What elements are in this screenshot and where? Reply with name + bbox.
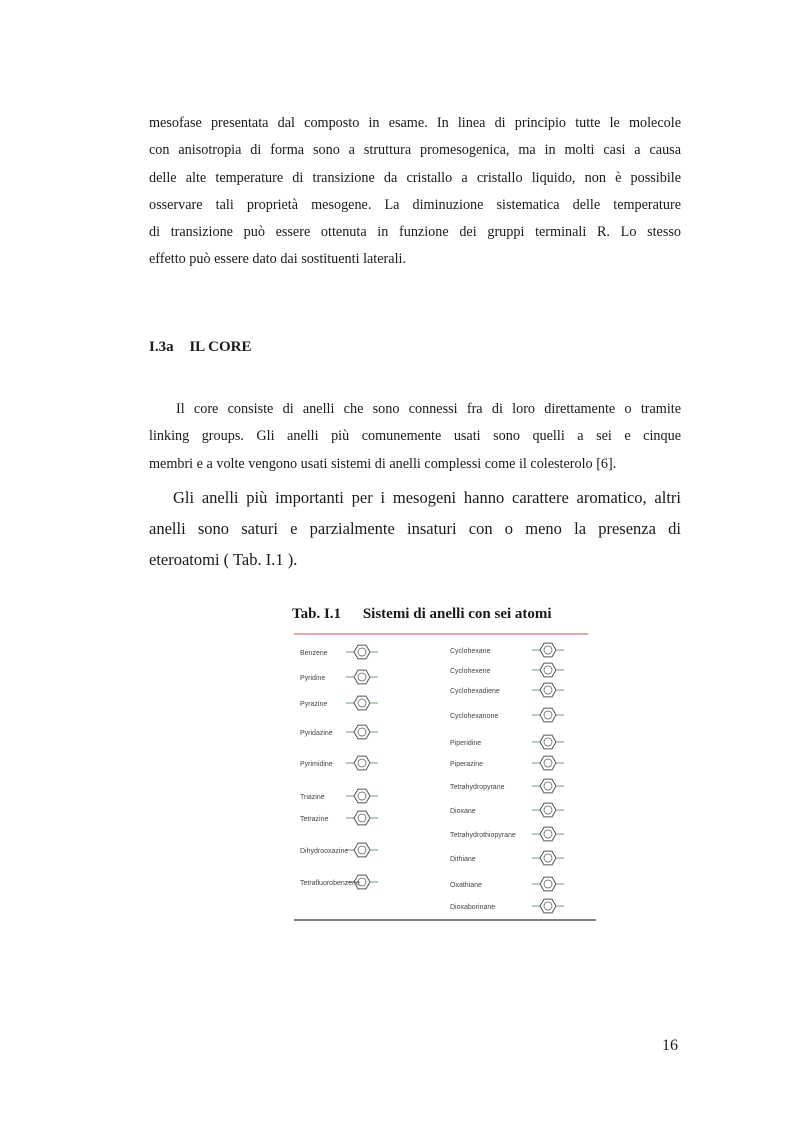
ring-inner (544, 759, 552, 767)
ring-label: Piperazine (450, 761, 484, 768)
table-title: Sistemi di anelli con sei atomi (362, 606, 552, 622)
ring-icon (354, 645, 370, 659)
ring-inner (544, 854, 552, 862)
text-line: eteroatomi ( Tab. I.1 ). (149, 550, 298, 569)
ring-inner (358, 648, 366, 656)
ring-label: Pyrazine (300, 701, 328, 708)
ring-icon (354, 811, 370, 825)
ring-icon (540, 708, 556, 722)
ring-label: Tetrafluorobenzene (300, 880, 360, 887)
ring-label: Tetrahydrothiopyrane (450, 832, 516, 839)
ring-icon (354, 725, 370, 739)
ring-label: Cyclohexane (450, 648, 491, 655)
left-column (300, 645, 378, 889)
ring-entry (450, 899, 564, 913)
ring-inner (358, 792, 366, 800)
ring-icon (540, 683, 556, 697)
ring-entry (300, 789, 378, 803)
ring-label: Cyclohexadiene (450, 688, 500, 695)
ring-inner (358, 728, 366, 736)
ring-label: Benzene (300, 650, 328, 657)
ring-icon (540, 779, 556, 793)
ring-icon (540, 899, 556, 913)
ring-label: Triazine (300, 794, 325, 801)
ring-entry (300, 875, 378, 889)
ring-icon (354, 756, 370, 770)
ring-entry (450, 827, 564, 841)
ring-entry (450, 877, 564, 891)
ring-inner (544, 902, 552, 910)
ring-icon (354, 843, 370, 857)
ring-entry (300, 645, 378, 659)
text-line: di transizione può essere ottenuta in funzione dei gruppi terminali R. Lo stesso (149, 224, 681, 241)
ring-entry (300, 696, 378, 710)
ring-inner (358, 846, 366, 854)
ring-icon (354, 670, 370, 684)
ring-entry (450, 756, 564, 770)
ring-label: Tetrahydropyrane (450, 784, 505, 791)
text-line: anelli sono saturi e parzialmente insaturi con o meno la presenza di (149, 519, 681, 538)
ring-icon (540, 877, 556, 891)
ring-icon (540, 803, 556, 817)
ring-entry (300, 725, 378, 739)
page-number: 16 (662, 1037, 678, 1054)
ring-entry (300, 670, 378, 684)
ring-entry (450, 851, 564, 865)
ring-inner (544, 782, 552, 790)
ring-label: Dithiane (450, 856, 476, 863)
ring-icon (540, 643, 556, 657)
ring-inner (544, 880, 552, 888)
ring-icon (540, 663, 556, 677)
ring-label: Piperidine (450, 740, 482, 747)
ring-inner (544, 646, 552, 654)
ring-inner (544, 830, 552, 838)
ring-entry (450, 803, 564, 817)
ring-entry (300, 811, 378, 825)
ring-systems-table (290, 630, 600, 922)
section-number: I.3a (149, 339, 174, 355)
ring-icon (540, 756, 556, 770)
ring-inner (544, 738, 552, 746)
table-caption (292, 606, 552, 623)
section-title: IL CORE (189, 339, 252, 355)
paragraph-mesophase (149, 110, 681, 274)
paragraph-core (149, 396, 681, 478)
ring-inner (358, 814, 366, 822)
ring-label: Cyclohexene (450, 668, 491, 675)
section-heading (149, 339, 251, 356)
ring-inner (544, 806, 552, 814)
ring-inner (544, 711, 552, 719)
text-line: delle alte temperature di transizione da cristallo a cristallo liquido, non è possibile (149, 169, 681, 186)
ring-label: Cyclohexanone (450, 713, 499, 720)
text-line: Gli anelli più importanti per i mesogeni hanno carattere aromatico, altri (173, 488, 681, 507)
ring-icon (354, 789, 370, 803)
ring-icon (354, 696, 370, 710)
ring-entry (450, 735, 564, 749)
text-line: linking groups. Gli anelli più comunemente usati sono quelli a sei e cinque (149, 428, 681, 445)
ring-label: Oxathiane (450, 882, 482, 889)
ring-entry (300, 756, 378, 770)
ring-entry (450, 708, 564, 722)
ring-entry (300, 843, 378, 857)
ring-label: Pyridazine (300, 730, 333, 737)
ring-label: Dioxane (450, 808, 476, 815)
ring-entry (450, 643, 564, 657)
right-column (450, 643, 564, 913)
ring-icon (540, 851, 556, 865)
ring-inner (358, 699, 366, 707)
ring-label: Dioxaborinane (450, 904, 496, 911)
ring-icon (540, 735, 556, 749)
text-line: Il core consiste di anelli che sono connessi fra di loro direttamente o tramite (176, 401, 681, 417)
text-line: membri e a volte vengono usati sistemi di anelli complessi come il colesterolo [6]. (149, 455, 617, 472)
ring-inner (544, 686, 552, 694)
ring-entry (450, 683, 564, 697)
ring-label: Dihydrooxazine (300, 848, 349, 855)
table-number: Tab. I.1 (292, 606, 342, 622)
ring-label: Pyridine (300, 675, 326, 682)
ring-entry (450, 779, 564, 793)
text-line: effetto può essere dato dai sostituenti laterali. (149, 251, 407, 268)
text-line: osservare tali proprietà mesogene. La diminuzione sistematica delle temperature (149, 196, 681, 213)
text-line: mesofase presentata dal composto in esame. In linea di principio tutte le molecole (149, 115, 681, 131)
ring-label: Tetrazine (300, 816, 329, 823)
text-line: con anisotropia di forma sono a struttura promesogenica, ma in molti casi a causa (149, 142, 681, 159)
paragraph-rings (149, 482, 681, 575)
ring-label: Pyrimidine (300, 761, 333, 768)
ring-inner (358, 759, 366, 767)
ring-entry (450, 663, 564, 677)
ring-icon (540, 827, 556, 841)
ring-inner (544, 666, 552, 674)
ring-inner (358, 673, 366, 681)
